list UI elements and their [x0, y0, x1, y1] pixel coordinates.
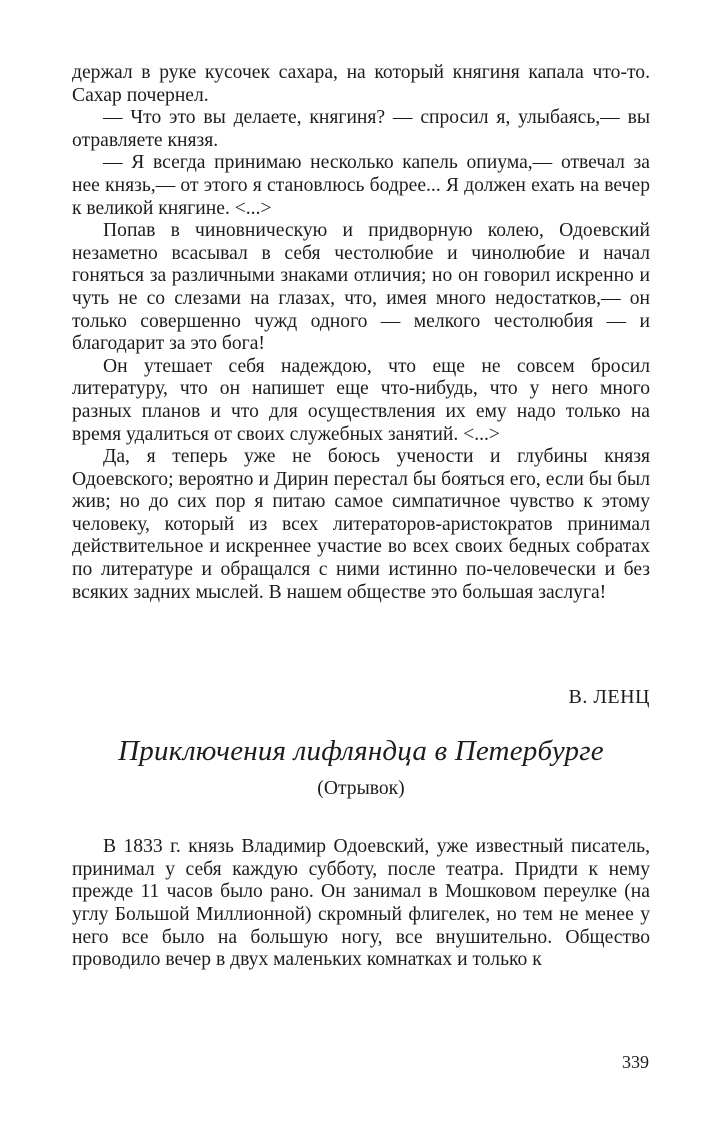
book-page	[72, 62, 650, 972]
section-subtitle: (Отрывок)	[317, 778, 405, 800]
paragraph-5: Он утешает себя надеждою, что еще не совсем бросил литературу, что он напишет еще что-нибудь, что у него много разных планов и что для осуществления их ему надо только на время удалиться от своих служебных занятий. <...>	[72, 355, 650, 445]
paragraph-2: — Что это вы делаете, княгиня? — спросил я, улыбаясь,— вы отравляете князя.	[72, 107, 650, 151]
section-author: В. ЛЕНЦ	[568, 686, 650, 709]
paragraph-1: держал в руке кусочек сахара, на который княгиня капала что-то. Сахар почернел.	[72, 62, 650, 106]
section-separator	[72, 604, 650, 686]
paragraph-3: — Я всегда принимаю несколько капель опиума,— отвечал за нее князь,— от этого я становлюсь бодрее... Я должен ехать на вечер к великой княгине. <...>	[72, 152, 650, 219]
section-title: Приключения лифляндца в Петербурге	[118, 735, 604, 768]
page-number: 339	[622, 1052, 649, 1072]
title-spacer	[72, 800, 650, 836]
paragraph-7: В 1833 г. князь Владимир Одоевский, уже известный писатель, принимал у себя каждую субботу, после театра. Придти к нему прежде 11 часов было рано. Он занимал в Мошковом переулке (на углу Большой Миллионной) скромный флигелек, но тем не менее у него все было на большую ногу, все внушительно. Общество проводило вечер в двух маленьких комнатках и только к	[72, 836, 650, 971]
paragraph-6: Да, я теперь уже не боюсь учености и глубины князя Одоевского; вероятно и Дирин перестал бы бояться его, если бы был жив; но до сих пор я питаю самое симпатичное чувство к этому человеку, который из всех литераторов-аристократов принимал действительное и искреннее участие во всех своих бедных собратах по литературе и обращался с ними истинно по-человечески и без всяких задних мыслей. В нашем обществе это большая заслуга!	[72, 446, 650, 603]
paragraph-4: Попав в чиновническую и придворную колею, Одоевский незаметно всасывал в себя честолюбие и чинолюбие и начал гоняться за различными знаками отличия; но он говорил искренно и чуть не со слезами на глазах, что, имея много недостатков,— он только совершенно чужд одного — мелкого честолюбия — и благодарит за это бога!	[72, 220, 650, 355]
